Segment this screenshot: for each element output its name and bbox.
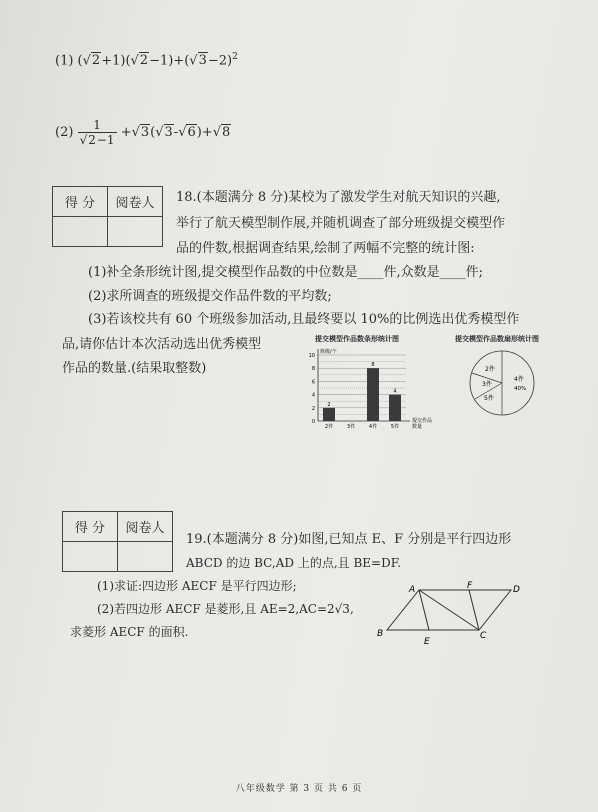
- bar: [389, 395, 401, 421]
- score-label: 得 分: [63, 512, 118, 542]
- y-tick-label: 2: [311, 405, 315, 412]
- q18-line1: 18.(本题满分 8 分)某校为了激发学生对航天知识的兴趣,: [176, 190, 501, 205]
- q18-line2: 举行了航天模型制作展,并随机调查了部分班级提交模型作: [176, 216, 506, 231]
- pie-chart-title: 提交模型作品数扇形统计图: [455, 335, 539, 343]
- point-f: F: [467, 581, 473, 591]
- pie-label-3: 3件: [482, 381, 492, 388]
- pie-label-4-pct: 40%: [514, 386, 527, 392]
- q18-sub3c: 作品的数量.(结果取整数): [62, 361, 207, 376]
- score-cell: [53, 217, 108, 247]
- grader-cell: [118, 542, 173, 572]
- y-tick-label: 4: [311, 392, 315, 399]
- pie-chart: [462, 345, 562, 425]
- pie-label-5: 5件: [484, 395, 494, 402]
- y-tick-label: 6: [311, 379, 315, 386]
- problem-1-label: (1): [55, 53, 74, 69]
- bar-chart-title: 提交模型作品数条形统计图: [315, 335, 399, 343]
- grader-cell: [108, 217, 163, 247]
- bar: [367, 368, 379, 421]
- point-a: A: [409, 585, 416, 595]
- bar-chart: [298, 343, 458, 438]
- q18-line3: 品的件数,根据调查结果,绘制了两幅不完整的统计图:: [176, 241, 475, 256]
- q19-sub2: (2)若四边形 AECF 是菱形,且 AE=2,AC=2√3,: [97, 602, 354, 616]
- pie-label-4: 4件: [514, 376, 524, 383]
- score-cell: [63, 542, 118, 572]
- q19-line2: ABCD 的边 BC,AD 上的点,且 BE=DF.: [186, 556, 402, 570]
- point-b: B: [377, 629, 384, 639]
- x-tick-label: 2件: [324, 424, 334, 430]
- q19-sub1: (1)求证:四边形 AECF 是平行四边形;: [97, 579, 297, 593]
- bar-value-label: 8: [371, 362, 375, 369]
- q18-sub3: (3)若该校共有 60 个班级参加活动,且最终要以 10%的比例选出优秀模型作: [88, 312, 520, 327]
- y-tick-label: 8: [311, 366, 315, 373]
- bar-value-label: 2: [327, 401, 331, 408]
- grader-label: 阅卷人: [108, 187, 163, 217]
- score-label: 得 分: [53, 187, 108, 217]
- score-box-19: [62, 511, 173, 572]
- q19-line1: 19.(本题满分 8 分)如图,已知点 E、F 分别是平行四边形: [186, 532, 512, 547]
- pie-label-2: 2件: [485, 366, 495, 373]
- score-box-18: [52, 186, 163, 247]
- bar: [323, 408, 335, 421]
- problem-2: (2) $\frac{1}{√2-1}$ +√3(√3-√6)+√8: [55, 118, 231, 147]
- problem-1: (1) $(√2+1)(√2-1)+(√3-2)^2$: [55, 52, 238, 69]
- y-tick-label: 0: [311, 419, 315, 425]
- x-tick-label: 4件: [368, 424, 378, 430]
- x-tick-label: 5件: [390, 424, 400, 430]
- q19-sub2b: 求菱形 AECF 的面积.: [70, 625, 189, 639]
- point-e: E: [424, 637, 430, 647]
- point-d: D: [513, 585, 520, 595]
- q18-sub2: (2)求所调查的班级提交作品件数的平均数;: [88, 289, 332, 304]
- problem-2-label: (2): [55, 125, 74, 140]
- x-axis-label-2: 数量: [412, 424, 423, 430]
- y-tick-label: 10: [308, 353, 315, 359]
- page-footer: 八年级数学 第 3 页 共 6 页: [235, 784, 363, 794]
- point-c: C: [480, 631, 487, 641]
- parallelogram-figure: [372, 580, 532, 652]
- x-axis-label-1: 提交作品: [412, 418, 433, 424]
- q18-sub3b: 品,请你估计本次活动选出优秀模型: [62, 337, 262, 352]
- grader-label: 阅卷人: [118, 512, 173, 542]
- y-axis-label: 班级/个: [320, 349, 337, 355]
- x-tick-label: 3件: [346, 424, 356, 430]
- q18-sub1: (1)补全条形统计图,提交模型作品数的中位数是____件,众数是____件;: [88, 265, 484, 280]
- bar-value-label: 4: [393, 388, 397, 395]
